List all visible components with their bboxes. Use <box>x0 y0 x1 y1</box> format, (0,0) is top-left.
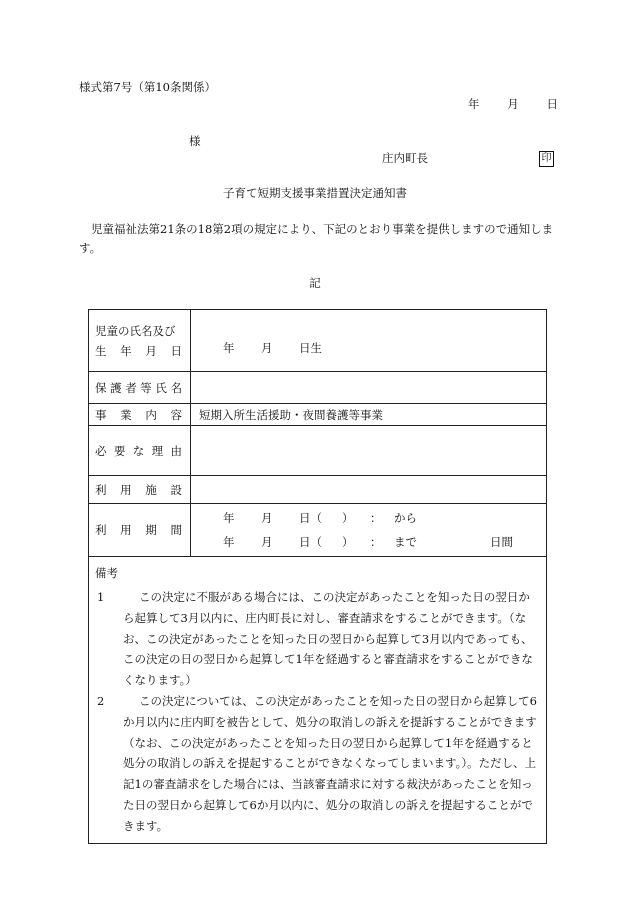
birth-date <box>199 340 546 356</box>
date-year: 年 <box>468 97 480 111</box>
label-child-line2: 生 年 月 日 <box>95 343 182 358</box>
value-child <box>191 310 547 372</box>
label-child-line1: 児童の氏名及び <box>95 323 176 338</box>
addressee-suffix: 様 <box>189 134 201 148</box>
ki-heading: 記 <box>309 276 321 290</box>
seal-mark: 印 <box>539 151 554 167</box>
notes-heading: 備考 <box>95 566 118 580</box>
label-reason: 必 要 な 理 由 <box>89 426 191 476</box>
row-period <box>89 504 547 557</box>
value-reason <box>191 426 547 476</box>
document-title: 子育て短期支援事業措置決定通知書 <box>223 186 407 200</box>
form-number: 様式第7号（第10条関係） <box>79 80 216 94</box>
label-period: 利 用 期 間 <box>89 504 191 557</box>
row-facility <box>89 476 547 504</box>
label-guardian: 保 護 者 等 氏 名 <box>89 372 191 404</box>
birth-day: 日生 <box>299 340 322 355</box>
period-from: 年 月 日（ ） ： から <box>223 511 417 525</box>
birth-year: 年 <box>223 340 235 355</box>
row-reason <box>89 426 547 476</box>
value-period <box>191 504 547 557</box>
issuer-name: 庄内町長 <box>382 151 428 165</box>
row-child <box>89 310 547 372</box>
date-month: 月 <box>507 97 519 111</box>
value-facility <box>191 476 547 504</box>
row-notes <box>89 557 547 844</box>
row-guardian <box>89 372 547 404</box>
label-facility: 利 用 施 設 <box>89 476 191 504</box>
birth-month: 月 <box>261 340 273 355</box>
decision-table <box>88 309 547 844</box>
notes-cell <box>89 557 547 844</box>
label-service: 事 業 内 容 <box>89 404 191 426</box>
note-item: 2 この決定については、この決定があったことを知った日の翌日から起算して6か月以内に庄内町を被告として、処分の取消しの訴えを提訴することができます（なお、この決定があったことを知った日の翌日から起算して1年を経過すると処分の取消しの訴えを提起することができなくなってしまいます。）。ただし、上記1の審査請求をした場合には、当該審査請求に対する裁決があったことを知った日の翌日から起算して6か月以内に、処分の取消しの訴えを提起することができます。 <box>97 693 537 833</box>
date-day: 日 <box>546 97 558 111</box>
notice-body: 児童福祉法第21条の18第2項の規定により、下記のとおり事業を提供しますので通知します。 <box>79 222 554 255</box>
period-to: 年 月 日（ ） ： まで 日間 <box>223 535 513 549</box>
row-service <box>89 404 547 426</box>
label-child <box>89 310 191 372</box>
value-service: 短期入所生活援助・夜間養護等事業 <box>191 404 547 426</box>
note-item: 1 この決定に不服がある場合には、この決定があったことを知った日の翌日から起算して3月以内に、庄内町長に対し、審査請求をすることができます。（なお、この決定があったことを知った日の翌日から起算して3月以内であっても、この決定の日の翌日から起算して1年を経過すると審査請求をすることができなくなります。） <box>97 590 533 688</box>
value-guardian <box>191 372 547 404</box>
issue-date <box>468 99 558 111</box>
